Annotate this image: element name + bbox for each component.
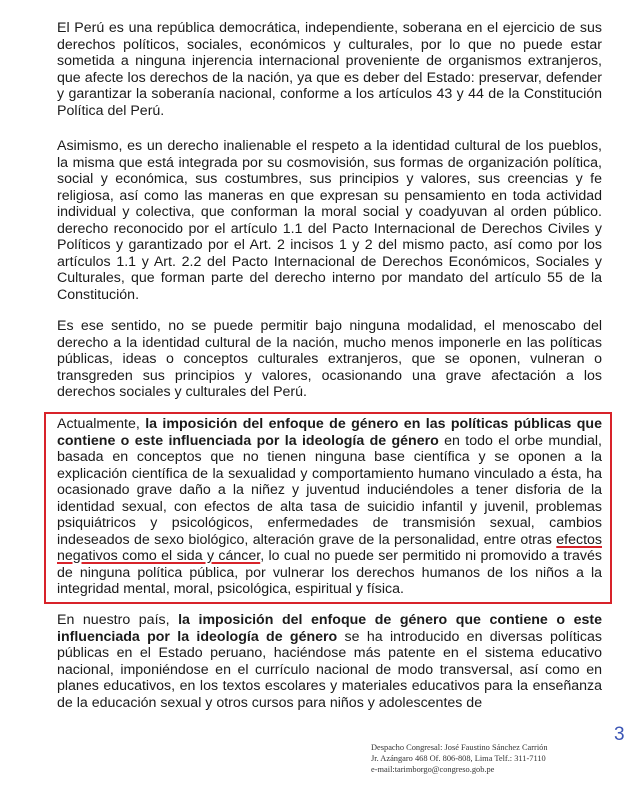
- paragraph-sovereignty: El Perú es una república democrática, independiente, soberana en el ejercicio de sus derechos políticos, sociales, económicos y culturales, por lo que no puede estar sometida a ninguna injerencia internacional proveniente de organismos extranjeros, que afecte los derechos de la nación, ya que es deber del Estado: preservar, defender y garantizar la soberanía nacional, conforme a los artículos 43 y 44 de la Constitución Política del Perú.: [57, 20, 602, 119]
- footer-address: Jr. Azángaro 468 Of. 806-808, Lima Telf.: 311-7110: [371, 754, 546, 763]
- paragraph-gender-approach-highlighted: [57, 416, 602, 598]
- paragraph-bold-text: la imposición del enfoque de género en las políticas públicas que contiene o este influenciada por la ideología de género: [57, 416, 602, 449]
- footer-office: Despacho Congresal: José Faustino Sánchez Carrión: [371, 743, 548, 752]
- paragraph-lead-text: Actualmente,: [57, 416, 146, 432]
- underlined-phrase: efectos negativos como el sida y cáncer: [57, 531, 602, 564]
- paragraph-lead-text: En nuestro país,: [57, 612, 179, 628]
- footer-email: e-mail:tarimborgo@congreso.gob.pe: [371, 765, 495, 774]
- paragraph-national-context: [57, 612, 602, 711]
- paragraph-body-text: en todo el orbe mundial, basada en conceptos que no tienen ninguna base científica y se oponen a la explicación científica de la sexualidad y comportamiento humano vinculado a ésta, ha ocasionado grave daño a la niñez y juventud induciéndoles a tener disforia de la identidad sexual, con efectos de alta tasa de suicidio infantil y juvenil, problemas psiquiátricos y psicológicos, enfermedades de transmisión sexual, cambios indeseados de sexo biológico, alteración grave de la personalidad, entre otras: [57, 432, 603, 548]
- paragraph-bold-text: la imposición del enfoque de género que contiene o este influenciada por la ideología de género: [57, 612, 602, 645]
- footer-contact: [371, 742, 601, 775]
- page-number: 3: [614, 724, 625, 745]
- paragraph-cultural-protection: Es ese sentido, no se puede permitir bajo ninguna modalidad, el menoscabo del derecho a la identidad cultural de la nación, mucho menos imponerle en las políticas públicas, ideas o conceptos culturales extranjeros, que se oponen, vulneran o transgreden sus principios y valores, ocasionando una grave afectación a los derechos sociales y culturales del Perú.: [57, 318, 602, 400]
- paragraph-cultural-identity: Asimismo, es un derecho inalienable el respeto a la identidad cultural de los pueblos, la misma que está integrada por su cosmovisión, sus formas de organización política, social y económica, sus costumbres, sus principios y valores, sus creencias y fe religiosa, así como las maneras en que expresan su pensamiento en toda actividad individual y colectiva, que conforman la moral social y coadyuvan al orden público. derecho reconocido por el artículo 1.1 del Pacto Internacional de Derechos Civiles y Políticos y garantizado por el Art. 2 incisos 1 y 2 del mismo pacto, así como por los artículos 1.1 y Art. 2.2 del Pacto Internacional de Derechos Económicos, Sociales y Culturales, que forman parte del derecho interno por mandato del artículo 55 de la Constitución.: [57, 138, 602, 303]
- paragraph-tail-text: se ha introducido en diversas políticas públicas en el Estado peruano, haciéndose más patente en el sistema educativo nacional, imponiéndose en el currículo nacional de modo transversal, así como en planes educativos, en los textos escolares y materiales educativos para la enseñanza de la educación sexual y otros cursos para niños y adolescentes de: [57, 628, 602, 711]
- paragraph-tail-text: , lo cual no puede ser permitido ni promovido a través de ninguna política pública, por vulnerar los derechos humanos de los niños a la integridad mental, moral, psicológica, espiritual y física.: [57, 548, 602, 597]
